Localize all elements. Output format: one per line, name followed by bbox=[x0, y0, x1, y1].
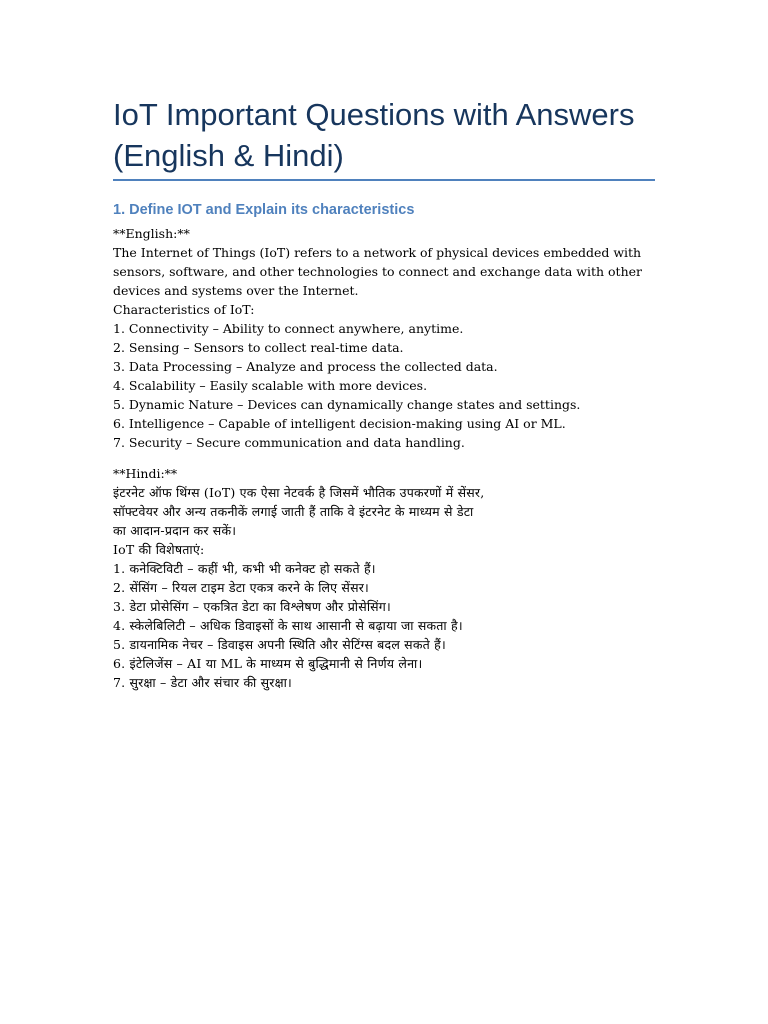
hindi-characteristic-item: 4. स्केलेबिलिटी – अधिक डिवाइसों के साथ आसानी से बढ़ाया जा सकता है। bbox=[113, 618, 463, 633]
hindi-intro-line: सॉफ्टवेयर और अन्य तकनीकें लगाई जाती हैं ताकि वे इंटरनेट के माध्यम से डेटा bbox=[113, 504, 474, 519]
english-intro: The Internet of Things (IoT) refers to a network of physical devices embedded with sensors, software, and other technologies to connect and exchange data with other devices and systems over the Internet. bbox=[113, 245, 642, 298]
section-spacer bbox=[113, 452, 661, 464]
hindi-characteristic-item: 2. सेंसिंग – रियल टाइम डेटा एकत्र करने के लिए सेंसर। bbox=[113, 580, 369, 595]
english-characteristic-item: 3. Data Processing – Analyze and process the collected data. bbox=[113, 359, 498, 374]
hindi-intro-line: का आदान-प्रदान कर सकें। bbox=[113, 523, 237, 538]
hindi-characteristic-item: 6. इंटेलिजेंस – AI या ML के माध्यम से बुद्धिमानी से निर्णय लेना। bbox=[113, 656, 423, 671]
english-characteristic-item: 7. Security – Secure communication and data handling. bbox=[113, 435, 465, 450]
title-underline-rule bbox=[113, 179, 655, 181]
hindi-characteristic-item: 1. कनेक्टिविटी – कहीं भी, कभी भी कनेक्ट हो सकते हैं। bbox=[113, 561, 376, 576]
english-characteristics-heading: Characteristics of IoT: bbox=[113, 302, 255, 317]
hindi-label: **Hindi:** bbox=[113, 466, 178, 481]
document-title: IoT Important Questions with Answers (English & Hindi) bbox=[113, 97, 635, 173]
answer-body bbox=[113, 224, 661, 692]
english-label: **English:** bbox=[113, 226, 190, 241]
english-characteristic-item: 4. Scalability – Easily scalable with more devices. bbox=[113, 378, 428, 393]
hindi-characteristic-item: 3. डेटा प्रोसेसिंग – एकत्रित डेटा का विश्लेषण और प्रोसेसिंग। bbox=[113, 599, 391, 614]
hindi-characteristic-item: 7. सुरक्षा – डेटा और संचार की सुरक्षा। bbox=[113, 675, 292, 690]
hindi-intro-line: इंटरनेट ऑफ थिंग्स (IoT) एक ऐसा नेटवर्क है जिसमें भौतिक उपकरणों में सेंसर, bbox=[113, 485, 485, 500]
question-heading: 1. Define IOT and Explain its characteristics bbox=[113, 202, 415, 218]
english-characteristic-item: 5. Dynamic Nature – Devices can dynamically change states and settings. bbox=[113, 397, 581, 412]
hindi-characteristics-heading: IoT की विशेषताएं: bbox=[113, 542, 205, 557]
english-characteristic-item: 2. Sensing – Sensors to collect real-time data. bbox=[113, 340, 404, 355]
english-characteristic-item: 6. Intelligence – Capable of intelligent decision-making using AI or ML. bbox=[113, 416, 566, 431]
english-characteristic-item: 1. Connectivity – Ability to connect anywhere, anytime. bbox=[113, 321, 464, 336]
hindi-characteristic-item: 5. डायनामिक नेचर – डिवाइस अपनी स्थिति और सेटिंग्स बदल सकते हैं। bbox=[113, 637, 446, 652]
